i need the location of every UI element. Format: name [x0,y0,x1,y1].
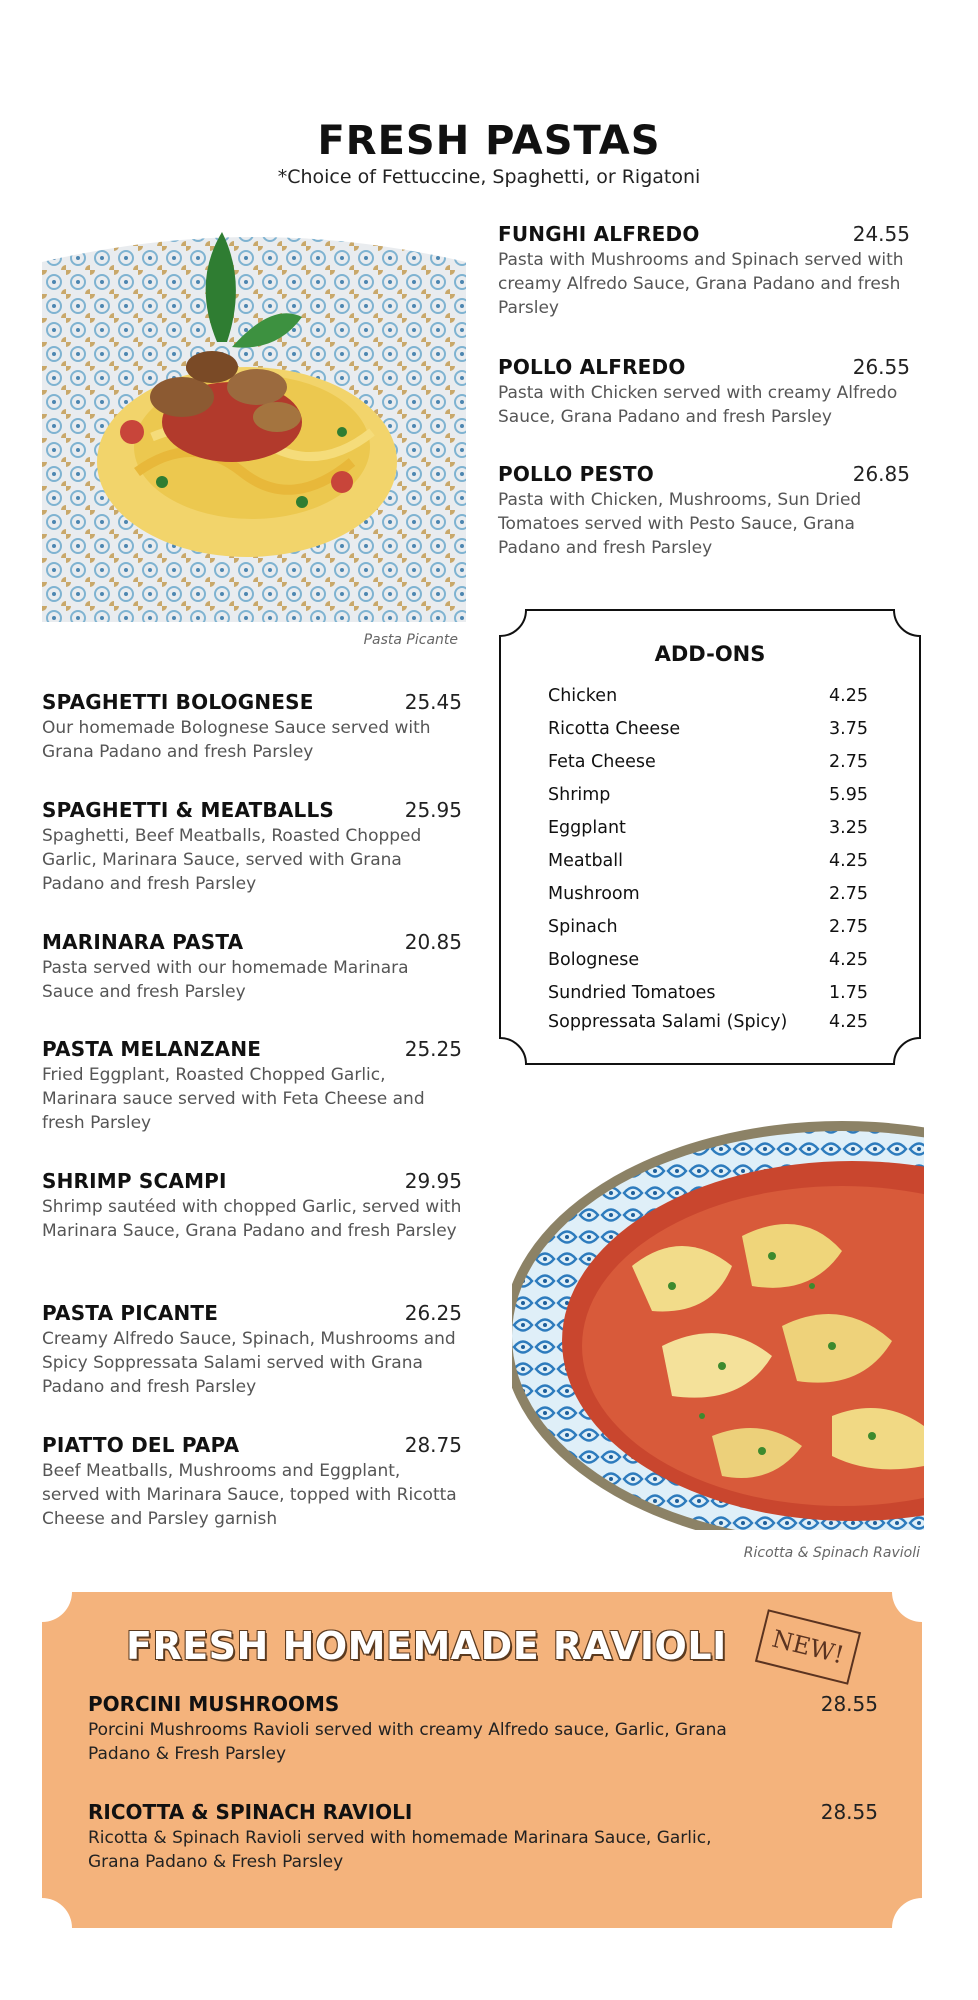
addon-name: Sundried Tomatoes [548,983,716,1003]
item-price: 26.85 [852,462,910,486]
addon-price: 4.25 [829,686,868,706]
addons-title: ADD-ONS [654,642,766,666]
item-price: 24.55 [852,222,910,246]
menu-item-pollo-alfredo [498,355,918,429]
menu-item-piatto-del-papa [42,1433,462,1531]
addon-price: 4.25 [829,851,868,871]
item-name: SPAGHETTI & MEATBALLS [42,798,335,822]
pasta-photo-caption: Pasta Picante [363,632,458,648]
addon-price: 3.75 [829,719,868,739]
menu-title: FRESH PASTAS [317,118,661,164]
item-name: PASTA MELANZANE [42,1037,262,1061]
addon-price: 5.95 [829,785,868,805]
ravioli-item-ricotta-spinach [88,1800,878,1874]
menu-item-pasta-picante [42,1301,462,1399]
addon-price: 2.75 [829,752,868,772]
item-description: Fried Eggplant, Roasted Chopped Garlic, Marinara sauce served with Feta Cheese and fresh Parsley [42,1065,425,1133]
item-name: PASTA PICANTE [42,1301,219,1325]
menu-item-spaghetti-bolognese [42,690,462,764]
addon-row [548,1012,868,1032]
addon-row [548,851,868,871]
item-name: PIATTO DEL PAPA [42,1433,240,1457]
item-price: 25.25 [404,1037,462,1061]
addon-name: Mushroom [548,884,640,904]
ravioli-photo-caption: Ricotta & Spinach Ravioli [743,1545,920,1561]
item-price: 26.55 [852,355,910,379]
ravioli-panel [42,1592,922,1928]
item-name: POLLO ALFREDO [498,355,686,379]
item-price: 28.75 [404,1433,462,1457]
item-name: FUNGHI ALFREDO [498,222,700,246]
menu-item-spaghetti-meatballs [42,798,462,896]
item-description: Spaghetti, Beef Meatballs, Roasted Chopped Garlic, Marinara Sauce, served with Grana Padano and fresh Parsley [42,826,422,894]
item-price: 25.95 [404,798,462,822]
item-description: Pasta served with our homemade Marinara Sauce and fresh Parsley [42,958,409,1002]
item-description: Beef Meatballs, Mushrooms and Eggplant, served with Marinara Sauce, topped with Ricotta Cheese and Parsley garnish [42,1461,457,1529]
addon-row [548,752,868,772]
item-name: SHRIMP SCAMPI [42,1169,227,1193]
menu-item-marinara-pasta [42,930,462,1004]
menu-subtitle: *Choice of Fettuccine, Spaghetti, or Rigatoni [277,166,701,188]
addon-name: Eggplant [548,818,626,838]
addon-row [548,719,868,739]
addon-price: 2.75 [829,917,868,937]
addon-name: Chicken [548,686,618,706]
item-description: Pasta with Mushrooms and Spinach served with creamy Alfredo Sauce, Grana Padano and fresh Parsley [498,250,904,318]
menu-item-pollo-pesto [498,462,918,560]
addon-price: 1.75 [829,983,868,1003]
ravioli-item-porcini [88,1692,878,1766]
item-description: Our homemade Bolognese Sauce served with Grana Padano and fresh Parsley [42,718,431,762]
item-name: MARINARA PASTA [42,930,244,954]
addon-row [548,785,868,805]
addon-name: Shrimp [548,785,611,805]
addon-name: Bolognese [548,950,640,970]
addon-row [548,983,868,1003]
item-price: 20.85 [404,930,462,954]
new-badge: NEW! [755,1609,861,1685]
item-name: POLLO PESTO [498,462,654,486]
item-name: PORCINI MUSHROOMS [88,1692,340,1716]
addon-name: Feta Cheese [548,752,656,772]
item-name: RICOTTA & SPINACH RAVIOLI [88,1800,413,1824]
addon-price: 2.75 [829,884,868,904]
addon-name: Spinach [548,917,618,937]
menu-item-pasta-melanzane [42,1037,462,1135]
item-description: Pasta with Chicken served with creamy Alfredo Sauce, Grana Padano and fresh Parsley [498,383,898,427]
item-description: Ricotta & Spinach Ravioli served with homemade Marinara Sauce, Garlic, Grana Padano & Fresh Parsley [88,1828,712,1872]
addons-box [498,608,922,1066]
item-price: 29.95 [404,1169,462,1193]
item-description: Shrimp sautéed with chopped Garlic, served with Marinara Sauce, Grana Padano and fresh Parsley [42,1197,462,1241]
item-price: 28.55 [820,1800,878,1824]
pasta-picante-photo [42,222,466,622]
addon-row [548,818,868,838]
addon-row [548,884,868,904]
ravioli-title: FRESH HOMEMADE RAVIOLI [126,1624,727,1668]
item-description: Creamy Alfredo Sauce, Spinach, Mushrooms and Spicy Soppressata Salami served with Grana Padano and fresh Parsley [42,1329,456,1397]
addon-price: 4.25 [829,950,868,970]
item-name: SPAGHETTI BOLOGNESE [42,690,314,714]
item-price: 25.45 [404,690,462,714]
addon-price: 4.25 [829,1012,868,1032]
addon-price: 3.25 [829,818,868,838]
item-price: 28.55 [820,1692,878,1716]
addon-row [548,917,868,937]
addon-name: Meatball [548,851,624,871]
item-price: 26.25 [404,1301,462,1325]
item-description: Pasta with Chicken, Mushrooms, Sun Dried Tomatoes served with Pesto Sauce, Grana Padano and fresh Parsley [498,490,862,558]
menu-item-shrimp-scampi [42,1169,462,1243]
addon-name: Ricotta Cheese [548,719,681,739]
addon-row [548,686,868,706]
menu-item-funghi-alfredo [498,222,918,320]
ravioli-photo [512,1116,924,1530]
addon-row [548,950,868,970]
addon-name: Soppressata Salami (Spicy) [548,1012,788,1032]
item-description: Porcini Mushrooms Ravioli served with creamy Alfredo sauce, Garlic, Grana Padano & Fresh Parsley [88,1720,727,1764]
